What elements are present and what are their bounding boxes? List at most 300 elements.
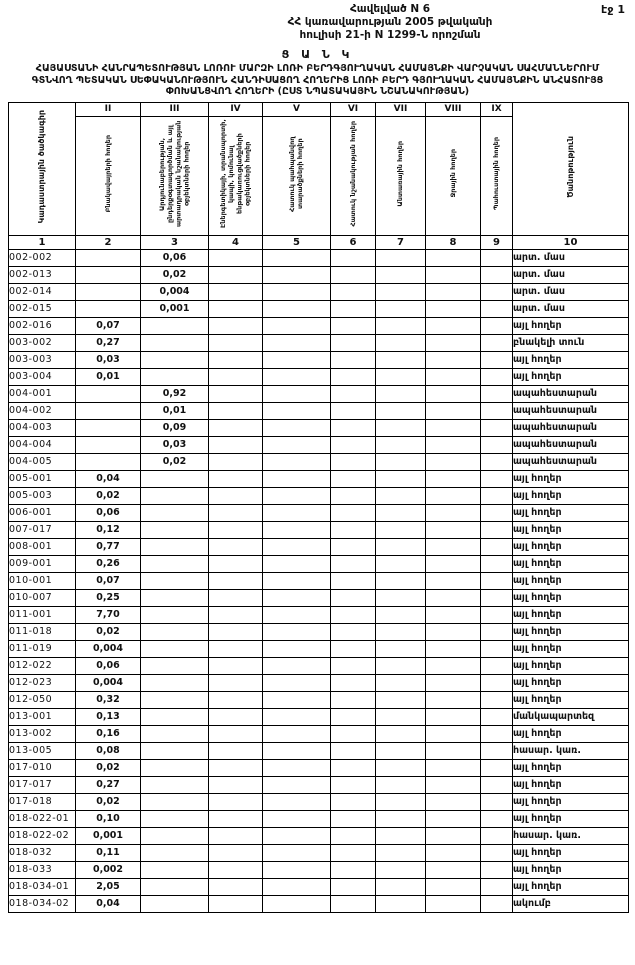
cell-cadastral-code: 018-022-02 [9,827,76,844]
cell-area-col-2 [76,436,141,453]
cell-area-col-7 [376,895,426,912]
cell-area-col-4 [209,572,263,589]
cell-area-col-3 [141,657,209,674]
cell-note: այլ հողեր [513,351,629,368]
cell-area-col-6 [331,742,376,759]
cell-area-col-4 [209,844,263,861]
table-row [9,878,629,895]
cell-area-col-9 [481,895,513,912]
cell-cadastral-code: 018-022-01 [9,810,76,827]
cell-area-col-3 [141,674,209,691]
cell-note: հասար. կառ. [513,827,629,844]
cell-note: այլ հողեր [513,606,629,623]
cell-area-col-2: 0,08 [76,742,141,759]
cell-area-col-4 [209,691,263,708]
column-number: 5 [263,235,331,249]
appendix-line-2: ՀՀ կառավարության 2005 թվականի [287,16,493,28]
cell-area-col-5 [263,487,331,504]
table-row [9,606,629,623]
cell-area-col-6 [331,419,376,436]
cell-area-col-6 [331,266,376,283]
cell-area-col-3 [141,776,209,793]
cell-area-col-5 [263,249,331,266]
cell-area-col-3: 0,09 [141,419,209,436]
cell-note: այլ հողեր [513,504,629,521]
cell-area-col-8 [426,674,481,691]
table-row [9,827,629,844]
cell-area-col-8 [426,283,481,300]
cell-area-col-7 [376,793,426,810]
cell-note: բնակելի տուն [513,334,629,351]
cell-area-col-3 [141,861,209,878]
cell-cadastral-code: 011-019 [9,640,76,657]
cell-area-col-8 [426,725,481,742]
cell-area-col-8 [426,266,481,283]
table-row [9,776,629,793]
cell-area-col-7 [376,589,426,606]
cell-area-col-8 [426,640,481,657]
cell-area-col-3 [141,640,209,657]
table-row [9,300,629,317]
cell-area-col-4 [209,640,263,657]
cell-area-col-9 [481,793,513,810]
cell-area-col-8 [426,368,481,385]
cell-area-col-7 [376,521,426,538]
cell-area-col-4 [209,402,263,419]
cell-cadastral-code: 017-017 [9,776,76,793]
cell-note: այլ հողեր [513,317,629,334]
cell-area-col-8 [426,895,481,912]
table-row [9,793,629,810]
roman-header-VI: VI [331,102,376,116]
table-row [9,266,629,283]
cell-area-col-7 [376,487,426,504]
cell-note: այլ հողեր [513,776,629,793]
cell-area-col-9 [481,351,513,368]
cell-area-col-6 [331,810,376,827]
cell-area-col-8 [426,249,481,266]
cell-area-col-8 [426,538,481,555]
cell-area-col-7 [376,504,426,521]
cell-area-col-7 [376,606,426,623]
cell-area-col-4 [209,249,263,266]
column-number: 9 [481,235,513,249]
cell-area-col-6 [331,657,376,674]
column-number: 6 [331,235,376,249]
header-cell-residential [76,116,141,235]
cell-area-col-6 [331,470,376,487]
cell-area-col-4 [209,861,263,878]
cell-note: այլ հողեր [513,810,629,827]
cell-area-col-4 [209,776,263,793]
cell-note: այլ հողեր [513,470,629,487]
cell-area-col-3 [141,572,209,589]
cell-area-col-6 [331,623,376,640]
cell-area-col-4 [209,538,263,555]
table-row [9,895,629,912]
cell-area-col-4 [209,385,263,402]
cell-area-col-3 [141,368,209,385]
cell-area-col-4 [209,317,263,334]
cell-area-col-6 [331,572,376,589]
cell-area-col-2: 0,16 [76,725,141,742]
cell-area-col-7 [376,708,426,725]
cell-area-col-6 [331,691,376,708]
cell-area-col-2: 0,06 [76,657,141,674]
cell-area-col-5 [263,317,331,334]
cell-area-col-6 [331,487,376,504]
cell-area-col-5 [263,419,331,436]
cell-area-col-8 [426,742,481,759]
roman-header-V: V [263,102,331,116]
cell-area-col-9 [481,572,513,589]
cell-area-col-9 [481,487,513,504]
roman-header-III: III [141,102,209,116]
cell-area-col-7 [376,317,426,334]
cell-area-col-9 [481,419,513,436]
page-number: էջ 1 [601,3,625,16]
cell-note: այլ հողեր [513,657,629,674]
table-row [9,810,629,827]
cell-area-col-8 [426,657,481,674]
cell-cadastral-code: 003-004 [9,368,76,385]
cell-cadastral-code: 012-050 [9,691,76,708]
cell-area-col-7 [376,470,426,487]
cell-area-col-9 [481,300,513,317]
cell-area-col-7 [376,453,426,470]
cell-area-col-2: 0,004 [76,640,141,657]
cell-area-col-9 [481,674,513,691]
table-row [9,861,629,878]
cell-area-col-7 [376,249,426,266]
cell-area-col-2: 0,04 [76,895,141,912]
cell-area-col-5 [263,300,331,317]
cell-area-col-7 [376,691,426,708]
cell-area-col-4 [209,895,263,912]
column-header-label: Կադաստրային ծածկագիր [37,109,46,224]
cell-cadastral-code: 006-001 [9,504,76,521]
header-cell-protected [263,116,331,235]
column-number: 10 [513,235,629,249]
cell-area-col-4 [209,793,263,810]
cell-cadastral-code: 009-001 [9,555,76,572]
cell-area-col-9 [481,844,513,861]
cell-area-col-5 [263,589,331,606]
header-cell-water [426,116,481,235]
cell-cadastral-code: 018-034-02 [9,895,76,912]
table-row [9,419,629,436]
cell-area-col-2: 0,004 [76,674,141,691]
cell-area-col-3 [141,555,209,572]
cell-area-col-5 [263,691,331,708]
cell-area-col-6 [331,674,376,691]
cell-area-col-6 [331,436,376,453]
cell-note: այլ հողեր [513,793,629,810]
cell-area-col-9 [481,640,513,657]
cell-area-col-5 [263,827,331,844]
cell-area-col-9 [481,266,513,283]
cell-area-col-9 [481,827,513,844]
cell-cadastral-code: 011-018 [9,623,76,640]
cell-area-col-7 [376,351,426,368]
cell-area-col-2 [76,453,141,470]
header-cell-forest [376,116,426,235]
column-header-label: Ջրային հողեր [448,149,457,198]
cell-area-col-2: 0,27 [76,776,141,793]
cell-area-col-8 [426,606,481,623]
cell-area-col-8 [426,402,481,419]
table-row [9,249,629,266]
cell-area-col-8 [426,470,481,487]
cell-note: մանկապարտեզ [513,708,629,725]
cell-area-col-4 [209,725,263,742]
cell-area-col-3: 0,001 [141,300,209,317]
cell-area-col-5 [263,844,331,861]
cell-cadastral-code: 004-004 [9,436,76,453]
cell-area-col-3: 0,92 [141,385,209,402]
cell-area-col-7 [376,742,426,759]
cell-area-col-4 [209,436,263,453]
cell-area-col-6 [331,759,376,776]
cell-area-col-5 [263,470,331,487]
cell-cadastral-code: 013-002 [9,725,76,742]
column-header-label: Անտառային հողեր [396,140,405,207]
cell-area-col-6 [331,776,376,793]
land-table [8,102,629,913]
cell-area-col-7 [376,402,426,419]
cell-area-col-6 [331,606,376,623]
cell-area-col-6 [331,300,376,317]
cell-area-col-5 [263,623,331,640]
roman-header-VII: VII [376,102,426,116]
cell-area-col-9 [481,385,513,402]
cell-area-col-2 [76,266,141,283]
cell-area-col-2: 0,07 [76,317,141,334]
roman-header-VIII: VIII [426,102,481,116]
cell-area-col-6 [331,708,376,725]
cell-cadastral-code: 010-007 [9,589,76,606]
cell-area-col-3 [141,895,209,912]
cell-area-col-6 [331,368,376,385]
cell-note: այլ հողեր [513,487,629,504]
cell-area-col-9 [481,436,513,453]
cell-area-col-8 [426,572,481,589]
cell-area-col-4 [209,810,263,827]
cell-area-col-9 [481,623,513,640]
cell-cadastral-code: 003-003 [9,351,76,368]
cell-area-col-9 [481,708,513,725]
column-number: 2 [76,235,141,249]
roman-header-row [9,102,629,116]
roman-header-IX: IX [481,102,513,116]
cell-cadastral-code: 004-003 [9,419,76,436]
cell-area-col-4 [209,759,263,776]
cell-cadastral-code: 005-003 [9,487,76,504]
column-number: 8 [426,235,481,249]
cell-area-col-4 [209,589,263,606]
cell-area-col-6 [331,453,376,470]
table-row [9,470,629,487]
cell-note: ապահեստարան [513,402,629,419]
cell-area-col-7 [376,436,426,453]
cell-area-col-7 [376,725,426,742]
cell-area-col-5 [263,776,331,793]
cell-area-col-4 [209,351,263,368]
cell-area-col-5 [263,793,331,810]
cell-area-col-3 [141,810,209,827]
cell-area-col-2: 0,27 [76,334,141,351]
cell-area-col-2: 0,02 [76,623,141,640]
cell-area-col-6 [331,640,376,657]
cell-area-col-5 [263,555,331,572]
cell-area-col-8 [426,504,481,521]
cell-note: արտ. մաս [513,249,629,266]
cell-area-col-9 [481,317,513,334]
cell-cadastral-code: 004-002 [9,402,76,419]
cell-note: ապահեստարան [513,385,629,402]
cell-area-col-4 [209,487,263,504]
cell-area-col-5 [263,742,331,759]
cell-cadastral-code: 002-015 [9,300,76,317]
table-row [9,351,629,368]
cell-cadastral-code: 013-005 [9,742,76,759]
cell-area-col-5 [263,810,331,827]
cell-area-col-9 [481,691,513,708]
table-row [9,521,629,538]
table-row [9,368,629,385]
cell-note: ապահեստարան [513,453,629,470]
cell-area-col-5 [263,640,331,657]
cell-area-col-7 [376,861,426,878]
cell-area-col-9 [481,504,513,521]
cell-cadastral-code: 002-013 [9,266,76,283]
cell-area-col-7 [376,283,426,300]
cell-area-col-8 [426,589,481,606]
cell-area-col-8 [426,810,481,827]
cell-area-col-2: 0,77 [76,538,141,555]
cell-area-col-7 [376,300,426,317]
cell-area-col-4 [209,300,263,317]
cell-area-col-8 [426,385,481,402]
cell-area-col-5 [263,402,331,419]
cell-area-col-2: 0,03 [76,351,141,368]
cell-area-col-7 [376,266,426,283]
column-header-label: Արդյունաբերության, ընդերքօգտագործման և այլ արտադրական նշանակության օբյեկտների հողեր [158,120,191,227]
cell-area-col-7 [376,674,426,691]
cell-note: այլ հողեր [513,368,629,385]
cell-area-col-4 [209,470,263,487]
cell-note: այլ հողեր [513,521,629,538]
cell-note: այլ հողեր [513,759,629,776]
cell-area-col-5 [263,657,331,674]
cell-area-col-5 [263,674,331,691]
cell-area-col-3: 0,03 [141,436,209,453]
cell-area-col-2: 0,01 [76,368,141,385]
cell-area-col-9 [481,402,513,419]
cell-area-col-2 [76,249,141,266]
cell-area-col-6 [331,504,376,521]
cell-area-col-8 [426,453,481,470]
table-row [9,504,629,521]
cell-note: այլ հողեր [513,538,629,555]
cell-area-col-6 [331,317,376,334]
cell-area-col-7 [376,759,426,776]
table-row [9,708,629,725]
cell-area-col-5 [263,385,331,402]
cell-area-col-5 [263,861,331,878]
roman-header-IV: IV [209,102,263,116]
cell-area-col-8 [426,487,481,504]
cell-area-col-3 [141,623,209,640]
cell-area-col-7 [376,572,426,589]
cell-area-col-3 [141,691,209,708]
cell-area-col-2: 0,02 [76,759,141,776]
cell-area-col-3: 0,004 [141,283,209,300]
cell-area-col-3 [141,521,209,538]
cell-area-col-2: 2,05 [76,878,141,895]
cell-area-col-8 [426,759,481,776]
roman-header-II: II [76,102,141,116]
cell-area-col-8 [426,691,481,708]
cell-area-col-2: 0,11 [76,844,141,861]
cell-area-col-4 [209,708,263,725]
cell-note: հասար. կառ. [513,742,629,759]
table-row [9,402,629,419]
table-row [9,555,629,572]
cell-cadastral-code: 018-032 [9,844,76,861]
column-header-label: Ծանոթություն [565,135,575,198]
cell-area-col-2: 7,70 [76,606,141,623]
cell-note: արտ. մաս [513,300,629,317]
cell-area-col-9 [481,878,513,895]
cell-area-col-3 [141,759,209,776]
cell-area-col-9 [481,283,513,300]
cell-cadastral-code: 004-001 [9,385,76,402]
column-header-label: Էներգետիկայի, տրանսպորտի, կապի, կոմունալ ենթակառուցվածքների օբյեկտների հողեր [219,119,252,228]
cell-area-col-2 [76,385,141,402]
cell-cadastral-code: 002-014 [9,283,76,300]
cell-area-col-2 [76,283,141,300]
cell-area-col-4 [209,334,263,351]
cell-area-col-3 [141,504,209,521]
table-row [9,674,629,691]
cell-area-col-3 [141,878,209,895]
table-row [9,623,629,640]
cell-area-col-8 [426,555,481,572]
table-row [9,742,629,759]
cell-area-col-9 [481,861,513,878]
cell-cadastral-code: 005-001 [9,470,76,487]
cell-area-col-2 [76,300,141,317]
table-row [9,453,629,470]
cell-area-col-6 [331,878,376,895]
cell-area-col-5 [263,521,331,538]
cell-area-col-3 [141,844,209,861]
header-cell-note [513,102,629,235]
cell-area-col-3 [141,351,209,368]
cell-cadastral-code: 003-002 [9,334,76,351]
cell-area-col-8 [426,844,481,861]
cell-area-col-9 [481,453,513,470]
cell-area-col-4 [209,266,263,283]
cell-area-col-9 [481,606,513,623]
cell-cadastral-code: 018-034-01 [9,878,76,895]
cell-note: այլ հողեր [513,589,629,606]
cell-area-col-6 [331,249,376,266]
cell-area-col-9 [481,368,513,385]
list-title: Ց Ա Ն Կ [281,48,354,61]
cell-area-col-8 [426,827,481,844]
